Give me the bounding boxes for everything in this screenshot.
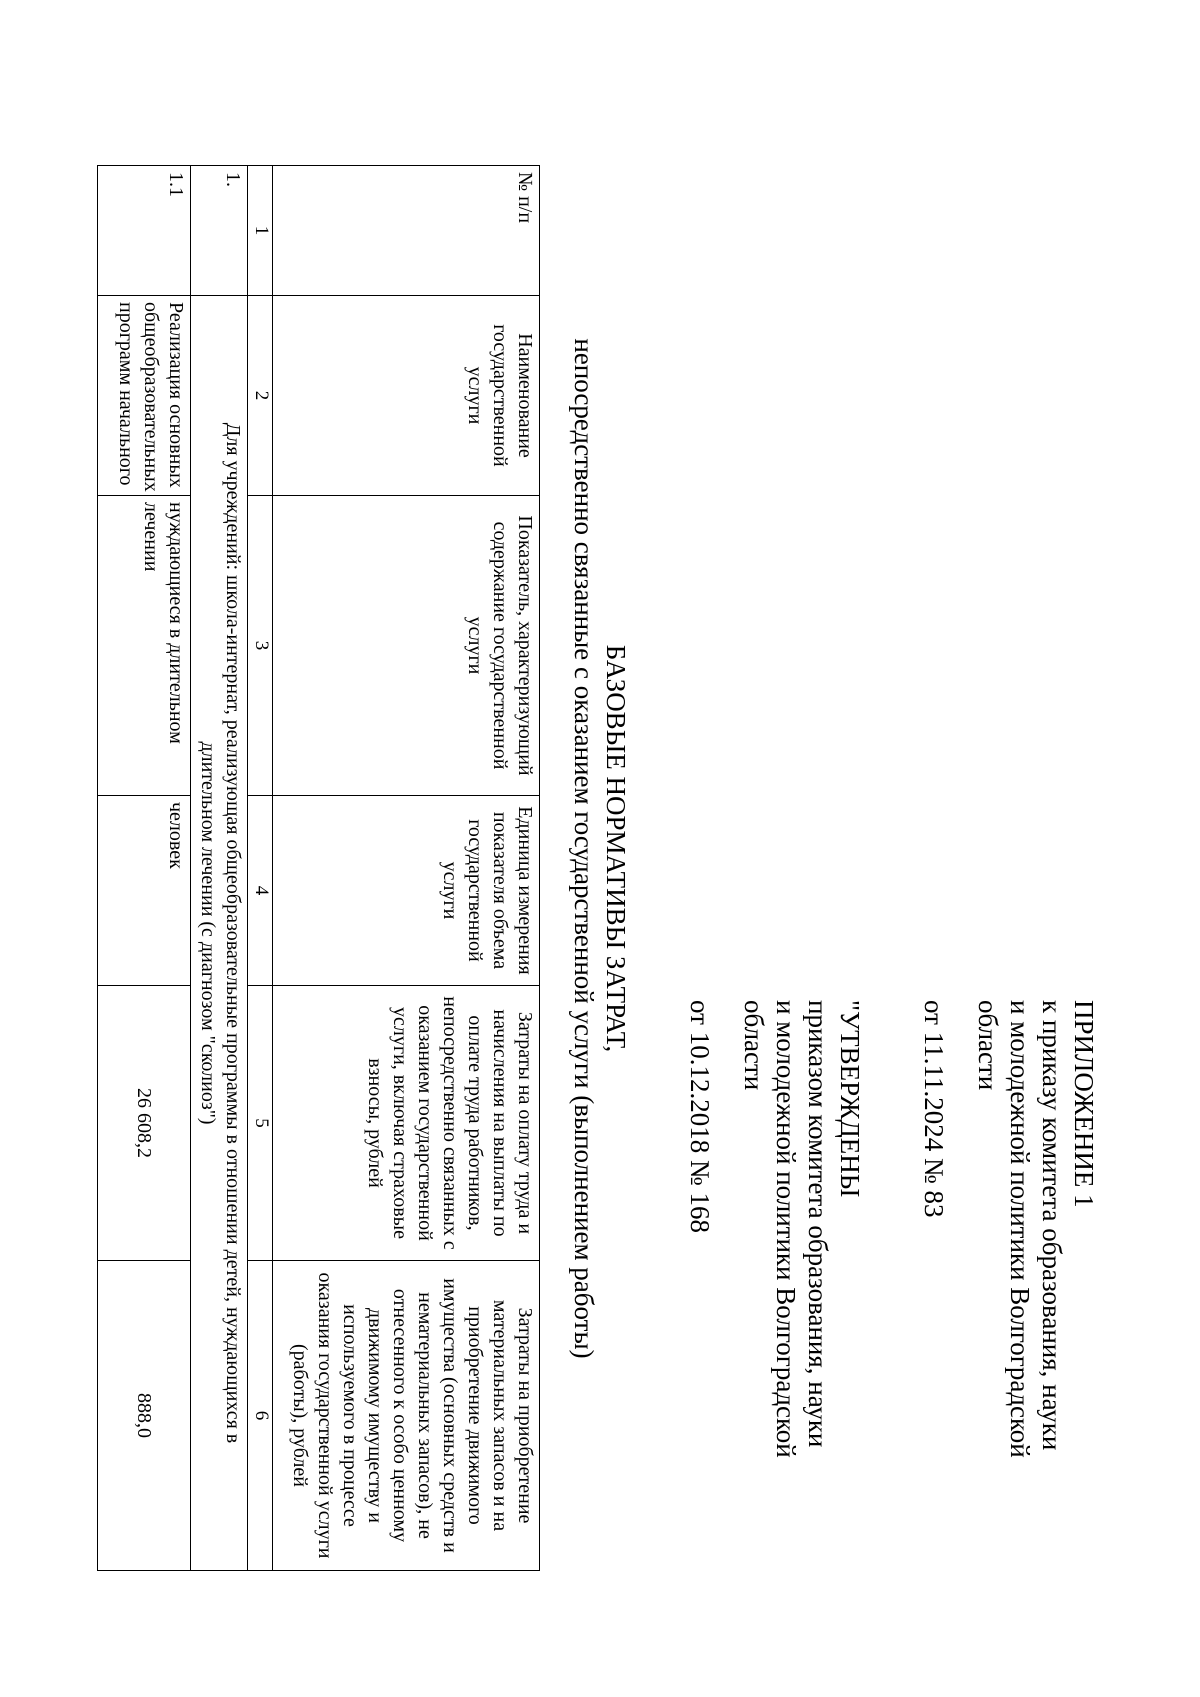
unit-of-measure: человек [98, 796, 191, 986]
header-cell: Затраты на приобретение материальных запасов и на приобретение движимого имущества (основных средств и нематериальных запасов), не отнесенного к особо ценному движимому имуществу и используемого в процессе оказания государственной услуги (работы), рублей [273, 1261, 540, 1571]
material-costs-value: 888,0 [98, 1261, 191, 1571]
appendix-date: от 11.11.2024 № 83 [919, 1000, 949, 1218]
approved-line: приказом комитета образования, науки [803, 1000, 833, 1448]
appendix-line: области [973, 1000, 1003, 1091]
column-number: 1 [248, 166, 273, 296]
document-title: БАЗОВЫЕ НОРМАТИВЫ ЗАТРАТ, [601, 644, 631, 1053]
header-cell: Показатель, характеризующий содержание государственной услуги [273, 496, 540, 796]
column-number: 4 [248, 796, 273, 986]
column-number: 5 [248, 986, 273, 1261]
header-cell: Единица измерения показателя объема государственной услуги [273, 796, 540, 986]
service-indicator: нуждающиеся в длительном лечении [98, 496, 191, 796]
section-description [191, 296, 248, 1571]
section-text: Для учреждений: школа-интернат, реализующая общеобразовательные программы в отношении детей, нуждающихся в [222, 422, 244, 1444]
column-number: 3 [248, 496, 273, 796]
header-row [273, 166, 540, 1571]
approved-line: и молодежной политики Волгоградской [771, 1000, 801, 1458]
cost-norms-table [97, 165, 540, 1571]
appendix-line: и молодежной политики Волгоградской [1005, 1000, 1035, 1458]
approved-line: области [739, 1000, 769, 1091]
appendix-line: к приказу комитета образования, науки [1037, 1000, 1067, 1451]
appendix-block [918, 1000, 1100, 1458]
header-cell: № п/п [273, 166, 540, 296]
column-number: 2 [248, 296, 273, 496]
labor-costs-value: 26 608,2 [98, 986, 191, 1261]
approved-block [684, 1000, 866, 1458]
appendix-title: ПРИЛОЖЕНИЕ 1 [1069, 1000, 1099, 1208]
section-row [191, 166, 248, 1571]
header-cell: Затраты на оплату труда и начисления на выплаты по оплате труда работников, непосредственно связанных с оказанием государственной услуги, включая страховые взносы, рублей [273, 986, 540, 1261]
table-row [98, 166, 191, 1571]
column-number: 6 [248, 1261, 273, 1571]
section-text: длительном лечении (с диагнозом "сколиоз") [197, 741, 219, 1125]
approved-title: "УТВЕРЖДЕНЫ [835, 1000, 865, 1198]
document-subtitle: непосредственно связанные с оказанием государственной услуги (выполнением работы) [569, 338, 599, 1359]
service-name: Реализация основных общеобразовательных программ начального [98, 296, 191, 496]
approved-date: от 10.12.2018 № 168 [685, 1000, 715, 1233]
section-number: 1. [191, 166, 248, 296]
header-cell: Наименование государственной услуги [273, 296, 540, 496]
row-number: 1.1 [98, 166, 191, 296]
column-number-row [248, 166, 273, 1571]
